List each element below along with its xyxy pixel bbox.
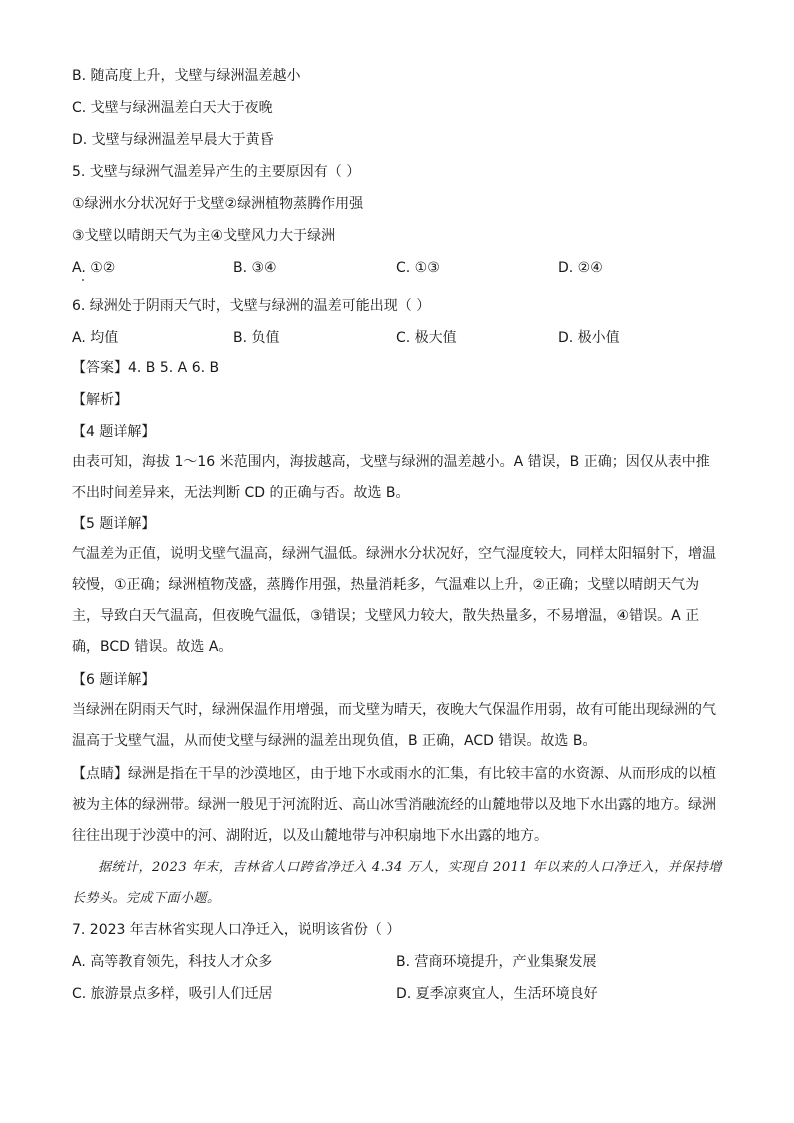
q5-option-d: D. ②④: [558, 260, 603, 276]
detail-6-title: 【6 题详解】: [72, 672, 156, 688]
q5-statement-1: ①绿洲水分状况好于戈壁②绿洲植物蒸腾作用强: [72, 196, 364, 212]
q5-option-b: B. ③④: [233, 260, 277, 276]
q4-option-c: C. 戈壁与绿洲温差白天大于夜晚: [72, 100, 273, 116]
detail-4-title: 【4 题详解】: [72, 424, 156, 440]
passage-text: 据统计，2023 年末，吉林省人口跨省净迁入 4.34 万人，实现自 2011 年以来的人口净迁入，并保持增长势头。完成下面小题。: [72, 860, 722, 906]
stray-mark: [82, 279, 84, 281]
q5-statement-2: ③戈壁以晴朗天气为主④戈壁风力大于绿洲: [72, 228, 336, 244]
tip-text: 【点睛】绿洲是指在干旱的沙漠地区，由于地下水或雨水的汇集，有比较丰富的水资源、从而形成的以植被为主体的绿洲带。绿洲一般见于河流附近、高山冰雪消融流经的山麓地带以及地下水出露的地方。绿洲往往出现于沙漠中的河、湖附近，以及山麓地带与冲积扇地下水出露的地方。: [72, 766, 716, 844]
q6-option-c: C. 极大值: [396, 330, 457, 346]
q4-option-d: D. 戈壁与绿洲温差早晨大于黄昏: [72, 132, 274, 148]
q7-option-a: A. 高等教育领先，科技人才众多: [72, 954, 273, 970]
q6-option-d: D. 极小值: [558, 330, 620, 346]
q7-stem: 7. 2023 年吉林省实现人口净迁入，说明该省份（ ）: [72, 922, 401, 938]
q6-stem: 6. 绿洲处于阴雨天气时，戈壁与绿洲的温差可能出现（ ）: [72, 298, 431, 314]
detail-5-text: 气温差为正值，说明戈壁气温高，绿洲气温低。绿洲水分状况好，空气湿度较大，同样太阳辐射下，增温较慢，①正确；绿洲植物茂盛，蒸腾作用强，热量消耗多，气温难以上升，②正确；戈壁以晴朗天气为主，导致白天气温高，但夜晚气温低，③错误；戈壁风力较大，散失热量多，不易增温，④错误。A 正确，BCD 错误。故选 A。: [72, 546, 716, 655]
detail-4-text: 由表可知，海拔 1～16 米范围内，海拔越高，戈壁与绿洲的温差越小。A 错误，B 正确；因仅从表中推不出时间差异来，无法判断 CD 的正确与否。故选 B。: [72, 454, 710, 501]
q5-option-a: A. ①②: [72, 260, 116, 276]
q7-option-b: B. 营商环境提升，产业集聚发展: [396, 954, 597, 970]
q6-option-a: A. 均值: [72, 330, 119, 346]
detail-5-title: 【5 题详解】: [72, 516, 156, 532]
q5-option-c: C. ①③: [396, 260, 440, 276]
q4-option-b: B. 随高度上升，戈壁与绿洲温差越小: [72, 68, 301, 84]
q7-option-c: C. 旅游景点多样，吸引人们迁居: [72, 986, 273, 1002]
q5-stem: 5. 戈壁与绿洲气温差异产生的主要原因有（ ）: [72, 164, 361, 180]
q6-option-b: B. 负值: [233, 330, 280, 346]
answer-line: [72, 358, 219, 378]
q7-option-d: D. 夏季凉爽宜人，生活环境良好: [396, 986, 598, 1002]
analysis-label: 【解析】: [72, 392, 128, 408]
answer-label: 【答案】: [72, 360, 128, 376]
detail-6-text: 当绿洲在阴雨天气时，绿洲保温作用增强，而戈壁为晴天，夜晚大气保温作用弱，故有可能出现绿洲的气温高于戈壁气温，从而使戈壁与绿洲的温差出现负值，B 正确，ACD 错误。故选 B。: [72, 702, 716, 749]
answer-text: 4. B 5. A 6. B: [128, 360, 220, 376]
